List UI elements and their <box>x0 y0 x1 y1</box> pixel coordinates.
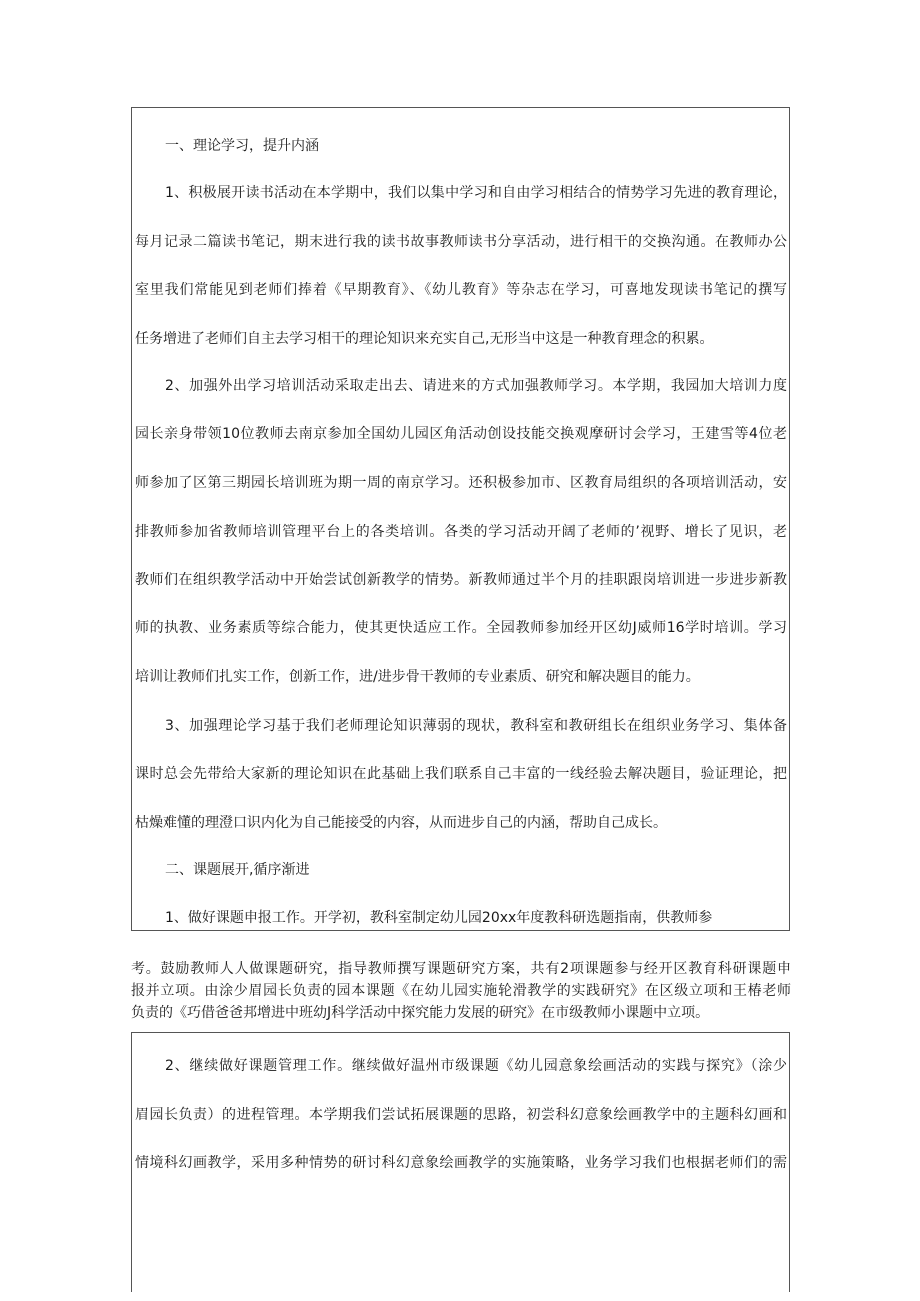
paragraph-line: 负责的《巧借爸爸邦增进中班幼J科学活动中探究能力发展的研究》在市级教师小课题中立项。 <box>131 1005 710 1021</box>
paragraph-line: 每月记录二篇读书笔记，期末进行我的读书故事教师读书分享活动，进行相干的交换沟通。在教师办公 <box>135 234 787 250</box>
paragraph-line: 排教师参加省教师培训管理平台上的各类培训。各类的学习活动开阔了老师的’视野、增长了见识，老 <box>135 524 787 540</box>
section-heading-theory: 一、理论学习，提升内涵 <box>165 138 319 154</box>
paragraph-line: 任务增进了老师们自主去学习相干的理论知识来充实自己,无形当中这是一种教育理念的积累。 <box>135 331 714 347</box>
paragraph-line: 情境科幻画教学，采用多种情势的研讨科幻意象绘画教学的实施策略，业务学习我们也根据老师们的需 <box>135 1155 787 1171</box>
content-box-lower <box>131 1032 790 1292</box>
paragraph-line: 2、加强外出学习培训活动采取走出去、请进来的方式加强教师学习。本学期，我园加大培训力度 <box>165 378 787 394</box>
section-heading-projects: 二、课题展开,循序渐进 <box>165 862 310 878</box>
content-box-upper <box>131 107 790 931</box>
paragraph-line: 室里我们常能见到老师们捧着《早期教育》、《幼儿教育》等杂志在学习，可喜地发现读书笔记的撰写 <box>135 282 787 298</box>
paragraph-line: 考。鼓励教师人人做课题研究，指导教师撰写课题研究方案，共有2项课题参与经开区教育科研课题申 <box>131 961 791 977</box>
paragraph-line: 枯燥难懂的理澄口识内化为自己能接受的内容，从而进步自己的内涵，帮助自己成长。 <box>135 815 667 831</box>
paragraph-line: 师的执教、业务素质等综合能力，使其更快适应工作。全园教师参加经开区幼J威师16学时培训。学习 <box>135 620 787 636</box>
paragraph-line: 2、继续做好课题管理工作。继续做好温州市级课题《幼儿园意象绘画活动的实践与探究》（涂少 <box>165 1058 787 1074</box>
paragraph-line: 课时总会先带给大家新的理论知识在此基础上我们联系自己丰富的一线经验去解决题目，验证理论，把 <box>135 766 787 782</box>
paragraph-line: 报并立项。由涂少眉园长负责的园本课题《在幼儿园实施轮滑教学的实践研究》在区级立项和王椿老师 <box>131 983 791 999</box>
paragraph-line: 眉园长负责）的进程管理。本学期我们尝试拓展课题的思路，初尝科幻意象绘画教学中的主题科幻画和 <box>135 1107 787 1123</box>
paragraph-line: 1、做好课题申报工作。开学初，教科室制定幼儿园20xx年度教科研选题指南，供教师参 <box>165 910 713 926</box>
paragraph-line: 园长亲身带领10位教师去南京参加全国幼儿园区角活动创设技能交换观摩研讨会学习，王建雪等4位老 <box>135 426 787 442</box>
paragraph-line: 3、加强理论学习基于我们老师理论知识薄弱的现状，教科室和教研组长在组织业务学习、集体备 <box>165 718 787 734</box>
paragraph-line: 师参加了区第三期园长培训班为期一周的南京学习。还积极参加市、区教育局组织的各项培训活动，安 <box>135 475 787 491</box>
paragraph-line: 培训让教师们扎实工作，创新工作，进/进步骨干教师的专业素质、研究和解决题目的能力。 <box>135 669 700 685</box>
paragraph-line: 教师们在组织教学活动中开始尝试创新教学的情势。新教师通过半个月的挂职跟岗培训进一步进步新教 <box>135 572 787 588</box>
paragraph-line: 1、积极展开读书活动在本学期中，我们以集中学习和自由学习相结合的情势学习先进的教育理论， <box>165 185 787 201</box>
